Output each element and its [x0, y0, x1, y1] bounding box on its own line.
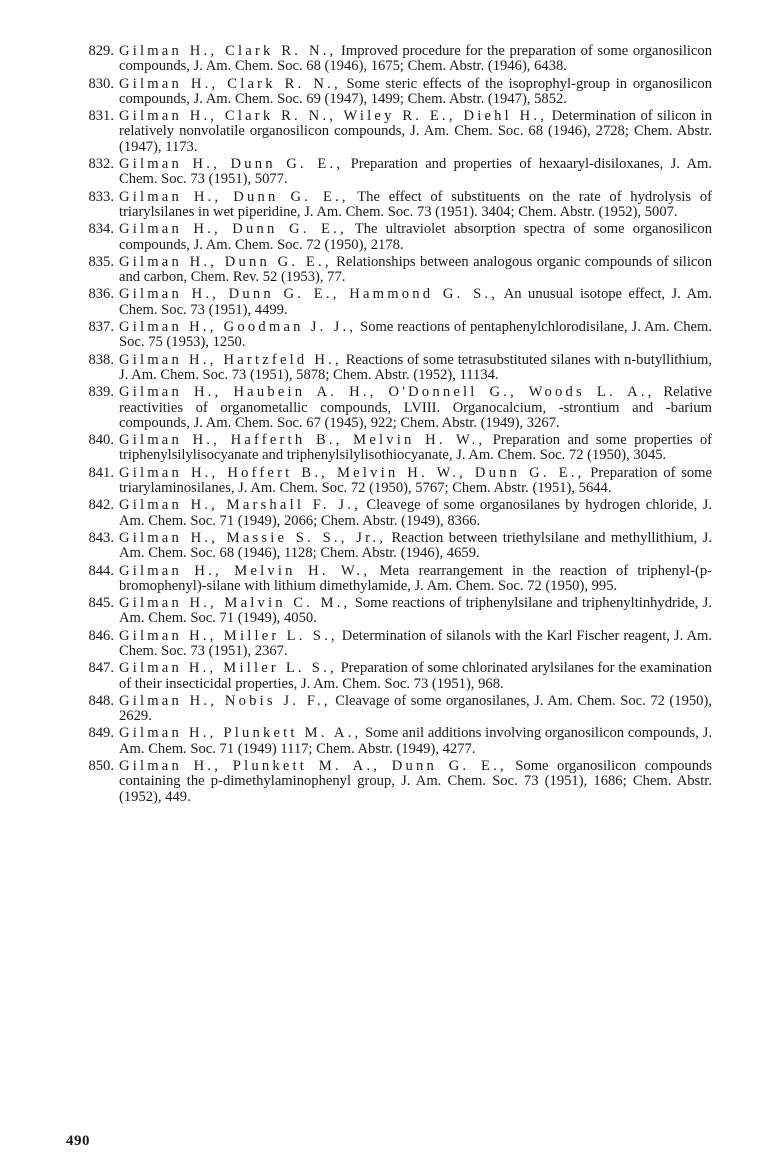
reference-text: Some anil additions involving organosilicon compounds, J. Am. Chem. Soc. 71 (1949) 1117; Chem. Abstr. (1949), 4277. — [119, 725, 712, 757]
reference-text: Determination of silanols with the Karl Fischer reagent, J. Am. Chem. Soc. 73 (1951), 2367. — [119, 627, 712, 659]
reference-number: 829 . — [52, 44, 118, 59]
reference-authors: Gilman H., Dunn G. E., — [119, 156, 344, 173]
reference-number: 836 . — [52, 287, 118, 302]
reference-authors: Gilman H., Plunkett M. A., — [119, 725, 362, 742]
reference-authors: Gilman H., Dunn G. E., — [119, 253, 332, 270]
reference-text: Determination of silicon in relatively nonvolatile organosilicon compounds, J. Am. Chem. Soc. 68 (1946), 2728; Chem. Abstr. (1947), 1173. — [119, 108, 712, 155]
reference-entry — [52, 109, 712, 155]
reference-authors: Gilman H., Dunn G. E., — [119, 188, 349, 205]
reference-number: 843 . — [52, 531, 118, 546]
reference-text: Cleavege of some organosilanes by hydrogen chloride, J. Am. Chem. Soc. 71 (1949), 2066; Chem. Abstr. (1949), 8366. — [119, 497, 712, 529]
reference-text: Some reactions of triphenylsilane and triphenyltinhydride, J. Am. Chem. Soc. 71 (1949), 4050. — [119, 595, 712, 627]
reference-number: 842 . — [52, 498, 118, 513]
reference-authors: Gilman H., Dunn G. E., — [119, 221, 347, 238]
reference-text: Preparation of some triarylaminosilanes, J. Am. Chem. Soc. 72 (1950), 5767; Chem. Abstr. (1951), 5644. — [119, 464, 712, 497]
reference-number: 833 . — [52, 190, 118, 205]
reference-number: 848 . — [52, 694, 118, 709]
reference-text: Cleavage of some organosilanes, J. Am. Chem. Soc. 72 (1950), 2629. — [119, 692, 712, 725]
reference-number: 832 . — [52, 157, 118, 172]
reference-text: Improved procedure for the preparation of some organosilicon compounds, J. Am. Chem. Soc. 68 (1946), 1675; Chem. Abstr. (1946), 6438. — [119, 43, 713, 75]
reference-number: 837 . — [52, 320, 118, 335]
reference-authors: Gilman H., Plunkett M. A., Dunn G. E., — [119, 758, 507, 775]
reference-entry — [52, 498, 712, 529]
reference-text: Reactions of some tetrasubstituted silanes with n-butyllithium, J. Am. Chem. Soc. 73 (1951), 5878; Chem. Abstr. (1952), 11134. — [119, 351, 712, 383]
reference-text: Relative reactivities of organometallic compounds, LVIII. Organocalcium, -strontium and -barium compounds, J. Am. Chem. Soc. 67 (1945), 922; Chem. Abstr. (1949), 3267. — [119, 384, 713, 431]
reference-authors: Gilman H., Hafferth B., Melvin H. W., — [119, 432, 486, 449]
reference-number: 846 . — [52, 629, 118, 644]
reference-text: Some organosilicon compounds containing the p-dimethylaminophenyl group, J. Am. Chem. Soc. 73 (1951), 1686; Chem. Abstr. (1952), 449. — [119, 758, 712, 805]
reference-number: 831 . — [52, 109, 118, 124]
reference-entry — [52, 596, 712, 627]
reference-text: Relationships between analogous organic compounds of silicon and carbon, Chem. Rev. 52 (1953), 77. — [119, 253, 712, 286]
reference-number: 830 . — [52, 77, 118, 92]
reference-text: Reaction between triethylsilane and methyllithium, J. Am. Chem. Soc. 68 (1946), 1128; Chem. Abstr. (1946), 4659. — [119, 529, 712, 562]
reference-text: The effect of substituents on the rate of hydrolysis of triarylsilanes in wet piperidine, J. Am. Chem. Soc. 73 (1951). 3404; Chem. Abstr. (1952), 5007. — [119, 188, 713, 220]
reference-authors: Gilman H., Clark R. N., Wiley R. E., Diehl H., — [119, 108, 548, 125]
reference-text: The ultraviolet absorption spectra of some organosilicon compounds, J. Am. Chem. Soc. 72 (1950), 2178. — [119, 221, 712, 253]
reference-number: 849 . — [52, 726, 118, 741]
reference-entry — [52, 759, 712, 805]
reference-entry — [52, 466, 712, 497]
reference-entry — [52, 694, 712, 725]
reference-authors: Gilman H., Haubein A. H., O'Donnell G., Woods L. A., — [119, 384, 655, 401]
reference-entry — [52, 564, 712, 595]
reference-authors: Gilman H., Goodman J. J., — [119, 319, 357, 336]
reference-number: 844 . — [52, 564, 118, 579]
reference-entry — [52, 77, 712, 108]
reference-list — [52, 44, 712, 807]
reference-authors: Gilman H., Nobis J. F., — [119, 692, 331, 709]
reference-number: 840 . — [52, 433, 118, 448]
reference-number: 850 . — [52, 759, 118, 774]
reference-text: Preparation and some properties of triphenylsilylisocyanate and triphenylsilylisothiocyanate, J. Am. Chem. Soc. 72 (1950), 3045. — [119, 432, 713, 464]
reference-text: Meta rearrangement in the reaction of triphenyl-(p-bromophenyl)-silane with lithium dimethylamide, J. Am. Chem. Soc. 72 (1950), 995. — [119, 562, 712, 594]
reference-entry — [52, 320, 712, 351]
reference-entry — [52, 222, 712, 253]
reference-entry — [52, 287, 712, 318]
reference-number: 839 . — [52, 385, 118, 400]
reference-entry — [52, 157, 712, 188]
reference-entry — [52, 661, 712, 692]
reference-authors: Gilman H., Miller L. S., — [119, 627, 338, 644]
reference-number: 834 . — [52, 222, 118, 237]
reference-authors: Gilman H., Melvin H. W., — [119, 562, 371, 579]
reference-text: Some reactions of pentaphenylchlorodisilane, J. Am. Chem. Soc. 75 (1953), 1250. — [119, 319, 712, 351]
reference-number: 835 . — [52, 255, 118, 270]
reference-entry — [52, 255, 712, 286]
reference-entry — [52, 190, 712, 221]
reference-authors: Gilman H., Hoffert B., Melvin H. W., Dunn G. E., — [119, 464, 585, 481]
reference-entry — [52, 385, 712, 431]
reference-authors: Gilman H., Miller L. S., — [119, 660, 337, 677]
reference-text: An unusual isotope effect, J. Am. Chem. Soc. 73 (1951), 4499. — [119, 286, 712, 318]
reference-authors: Gilman H., Dunn G. E., Hammond G. S., — [119, 286, 499, 303]
reference-text: Some steric effects of the isoprophyl-group in organosilicon compounds, J. Am. Chem. Soc. 69 (1947), 1499; Chem. Abstr. (1947), 5852. — [119, 75, 712, 107]
reference-authors: Gilman H., Marshall F. J., — [119, 497, 361, 514]
reference-entry — [52, 433, 712, 464]
reference-authors: Gilman H., Malvin C. M., — [119, 595, 351, 612]
reference-text: Preparation and properties of hexaaryl-disiloxanes, J. Am. Chem. Soc. 73 (1951), 5077. — [119, 156, 712, 188]
reference-authors: Gilman H., Clark R. N., — [119, 43, 337, 59]
reference-authors: Gilman H., Clark R. N., — [119, 75, 341, 92]
reference-authors: Gilman H., Massie S. S., Jr., — [119, 529, 387, 546]
reference-number: 847 . — [52, 661, 118, 676]
reference-entry — [52, 44, 712, 75]
reference-number: 841 . — [52, 466, 118, 481]
reference-number: 845 . — [52, 596, 118, 611]
reference-text: Preparation of some chlorinated arylsilanes for the examination of their insecticidal properties, J. Am. Chem. Soc. 73 (1951), 968. — [119, 660, 712, 692]
page-number: 490 — [66, 1133, 90, 1149]
reference-number: 838 . — [52, 353, 118, 368]
reference-entry — [52, 726, 712, 757]
reference-entry — [52, 629, 712, 660]
reference-entry — [52, 531, 712, 562]
reference-authors: Gilman H., Hartzfeld H., — [119, 351, 342, 368]
reference-entry — [52, 353, 712, 384]
